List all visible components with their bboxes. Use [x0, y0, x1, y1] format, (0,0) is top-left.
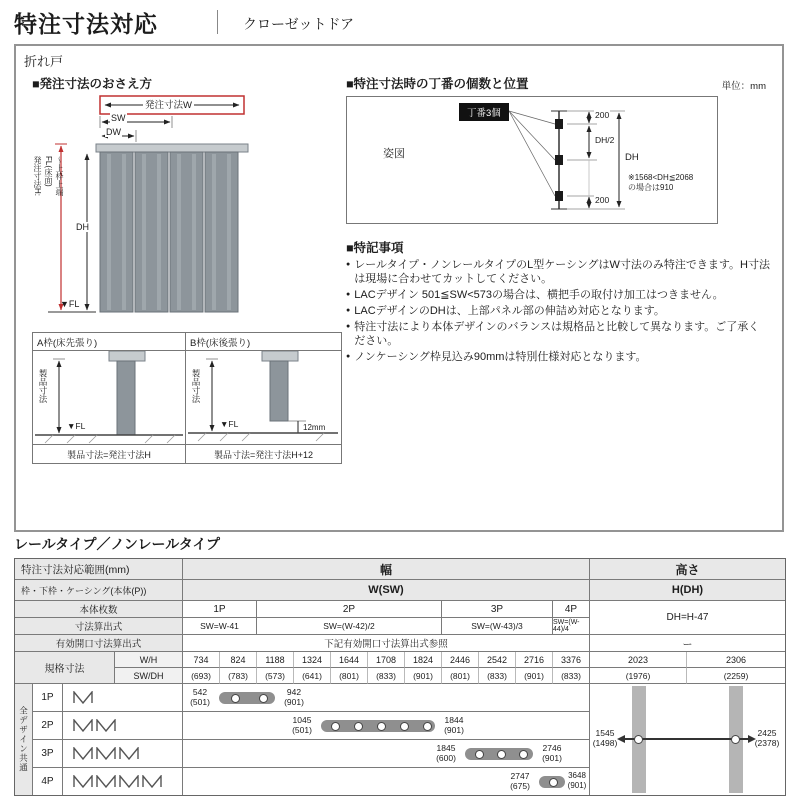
frame-b-diagram — [186, 351, 341, 445]
folding-door-icon — [73, 747, 93, 760]
std-size-dot — [731, 735, 740, 744]
swdh-value: (641) — [294, 668, 331, 684]
order-width-label: 発注寸法W — [143, 97, 194, 111]
frame-a-diagram — [33, 351, 186, 445]
frame-b-fl: ▼FL — [220, 419, 239, 429]
notes-heading: ■特記事項 — [346, 241, 404, 255]
frame-a-product-dim: 製品寸法 — [38, 369, 48, 403]
height-std-sub: (2259) — [687, 668, 785, 684]
width-header-cell: 幅 — [183, 559, 590, 580]
folding-door-icon — [119, 775, 139, 788]
door-config-icons-3p — [63, 740, 183, 768]
bar-row-label-1p: 1P — [33, 684, 63, 712]
std-size-dot — [231, 694, 240, 703]
formula-4p: SW=(W-44)/4 — [553, 618, 590, 635]
width-sub-cell: W(SW) — [183, 580, 590, 601]
swdh-value: (801) — [442, 668, 479, 684]
spec-panel — [14, 44, 784, 532]
bullet-icon: ● — [346, 307, 351, 314]
formula-3p: SW=(W-43)/3 — [442, 618, 553, 635]
folding-door-icon — [96, 775, 116, 788]
swdh-value: (801) — [331, 668, 368, 684]
std-size-dot — [377, 722, 386, 731]
header-divider — [217, 10, 218, 34]
std-size-dot — [400, 722, 409, 731]
height-formula-cell: DH=H-47 — [590, 601, 785, 635]
wh-value: 2446 — [442, 652, 479, 668]
dim-bottom-200: 200 — [595, 195, 610, 205]
bullet-icon: ● — [346, 353, 351, 360]
wh-value: 734 — [183, 652, 220, 668]
swdh-value: (833) — [479, 668, 516, 684]
wh-value: 1824 — [405, 652, 442, 668]
std-size-dot — [423, 722, 432, 731]
frame-a-fl: ▼FL — [67, 421, 86, 431]
folding-door-icon — [142, 775, 162, 788]
door-config-icons-4p — [63, 768, 183, 795]
dh-label: DH — [76, 222, 89, 232]
folding-door-icon — [119, 747, 139, 760]
bullet-icon: ● — [346, 291, 351, 298]
folding-door-icon — [96, 747, 116, 760]
common-label-cell — [15, 684, 33, 795]
swdh-value: (901) — [516, 668, 553, 684]
frame-detail-diagrams — [32, 332, 342, 464]
wh-value: 824 — [220, 652, 257, 668]
panel-count-1p: 1P — [183, 601, 257, 618]
wh-value: 1188 — [257, 652, 294, 668]
door-type-label: 折れ戸 — [24, 54, 64, 69]
dim-top-200: 200 — [595, 110, 610, 120]
size-range-bar-2p: 1045 (501) 1844 (901) — [183, 712, 590, 740]
size-range-bar-1p: 542 (501) 942 (901) — [183, 684, 590, 712]
wh-value: 1644 — [331, 652, 368, 668]
opening-height-cell: ー — [590, 635, 785, 652]
bar-row-label-4p: 4P — [33, 768, 63, 795]
hinge-note-line2: の場合は910 — [628, 183, 674, 192]
range-header-cell: 特注寸法対応範囲(mm) — [15, 559, 183, 580]
bullet-icon: ● — [346, 323, 351, 330]
height-sub-cell: H(DH) — [590, 580, 785, 601]
size-range-bar-4p: 2747 (675) 3648 (901) — [183, 768, 590, 795]
bar-row-label-2p: 2P — [33, 712, 63, 740]
section-title: レールタイプ／ノンレールタイプ — [14, 536, 221, 552]
note-item: ● ノンケーシング枠見込み90mmは特別仕様対応となります。 — [346, 351, 647, 363]
note-item: ● LACデザインのDHは、上部パネル部の伸詰め対応となります。 — [346, 305, 665, 317]
opening-label-cell: 有効開口寸法算出式 — [15, 635, 183, 652]
page-subtitle: クローゼットドア — [243, 16, 355, 32]
wh-value: 1324 — [294, 652, 331, 668]
wh-value: 2716 — [516, 652, 553, 668]
wh-value: 2542 — [479, 652, 516, 668]
hinge-note — [628, 173, 693, 193]
door-panels — [100, 152, 238, 312]
swdh-label-cell: SW/DH — [115, 668, 183, 684]
note-item: ● レールタイプ・ノンレールタイプのL型ケーシングはW寸法のみ特注できます。H寸法は現場に合わせてカットしてください。 — [346, 259, 770, 285]
door-diagram-drawing — [32, 94, 332, 329]
folding-door-icon — [73, 691, 93, 704]
std-size-dot — [549, 778, 558, 787]
folding-door-icon — [73, 775, 93, 788]
wh-value: 1708 — [368, 652, 405, 668]
common-label: 全デザイン共通 — [18, 706, 29, 773]
std-size-dot — [354, 722, 363, 731]
swdh-value: (833) — [553, 668, 590, 684]
height-std: 2306 — [687, 652, 785, 668]
std-size-dot — [634, 735, 643, 744]
fl-marker-label: ▼FL — [60, 299, 80, 309]
dw-label: DW — [106, 127, 121, 137]
wh-label-cell: W/H — [115, 652, 183, 668]
frame-a-title: A枠(床先張り) — [33, 333, 186, 351]
height-std-sub: (1976) — [590, 668, 687, 684]
panel-count-3p: 3P — [442, 601, 553, 618]
height-std: 2023 — [590, 652, 687, 668]
std-size-dot — [519, 750, 528, 759]
panel-count-label-cell: 本体枚数 — [15, 601, 183, 618]
note-item: ● LACデザイン 501≦SW<573の場合は、横把手の取付け加工はつきません。 — [346, 289, 724, 301]
hinge-count-badge: 丁番3個 — [459, 103, 509, 121]
size-range-bar-3p: 1845 (600) 2746 (901) — [183, 740, 590, 768]
frame-b-formula: 製品寸法=発注寸法H+12 — [213, 449, 314, 460]
swdh-value: (693) — [183, 668, 220, 684]
figure-label: 姿図 — [383, 148, 405, 160]
unit-label: 単位：mm — [721, 81, 766, 92]
panel-count-2p: 2P — [257, 601, 442, 618]
swdh-value: (573) — [257, 668, 294, 684]
door-config-icons-1p — [63, 684, 183, 712]
notes-list — [346, 258, 770, 366]
order-height-sub2: 〜上枠上端 — [55, 156, 64, 196]
hinge-diagram-box — [346, 96, 718, 224]
bullet-icon: ● — [346, 261, 351, 268]
std-label-cell: 規格寸法 — [15, 652, 115, 684]
height-range-cell: 1545 (1498) 2425 (2378) — [590, 684, 785, 795]
swdh-value: (783) — [220, 668, 257, 684]
dim-total-dh: DH — [625, 152, 639, 163]
bar-row-label-3p: 3P — [33, 740, 63, 768]
dim-mid-dh2: DH/2 — [595, 135, 615, 145]
page-title: 特注寸法対応 — [14, 11, 158, 37]
std-size-dot — [259, 694, 268, 703]
frame-a-formula: 製品寸法=発注寸法H — [33, 445, 186, 463]
order-dims-heading: ■発注寸法のおさえ方 — [32, 77, 153, 91]
frame-b-gap-label: 12mm — [303, 423, 326, 432]
opening-value-cell: 下記有効開口寸法算出式参照 — [183, 635, 590, 652]
wh-value: 3376 — [553, 652, 590, 668]
std-size-dot — [331, 722, 340, 731]
height-header-cell: 高さ — [590, 559, 785, 580]
swdh-value: (833) — [368, 668, 405, 684]
formula-2p: SW=(W-42)/2 — [257, 618, 442, 635]
note-item: ● 特注寸法により本体デザインのバランスは規格品と比較して異なります。ご了承ください。 — [346, 321, 760, 347]
formula-1p: SW=W-41 — [183, 618, 257, 635]
dimension-table — [14, 558, 786, 796]
door-top-frame — [96, 144, 248, 152]
std-size-dot — [475, 750, 484, 759]
door-config-icons-2p — [63, 712, 183, 740]
formula-label-cell: 寸法算出式 — [15, 618, 183, 635]
hinge-heading: ■特注寸法時の丁番の個数と位置 — [346, 77, 529, 91]
folding-door-icon — [73, 719, 93, 732]
std-size-dot — [497, 750, 506, 759]
hinge-note-line1: ※1568<DH≦2068 — [628, 173, 694, 182]
order-height-label: 発注寸法H: — [33, 156, 42, 196]
frame-b-product-dim: 製品寸法 — [191, 369, 201, 403]
order-height-sub1: FL(床面) — [44, 156, 53, 187]
door-dimension-diagram — [32, 94, 332, 329]
sw-label: SW — [111, 113, 126, 123]
range-sub-cell: 枠・下枠・ケーシング(本体(P)) — [15, 580, 183, 601]
panel-count-4p: 4P — [553, 601, 590, 618]
order-height-label-group — [32, 156, 65, 196]
frame-b-title: B枠(床後張り) — [186, 333, 341, 351]
swdh-value: (901) — [405, 668, 442, 684]
folding-door-icon — [96, 719, 116, 732]
